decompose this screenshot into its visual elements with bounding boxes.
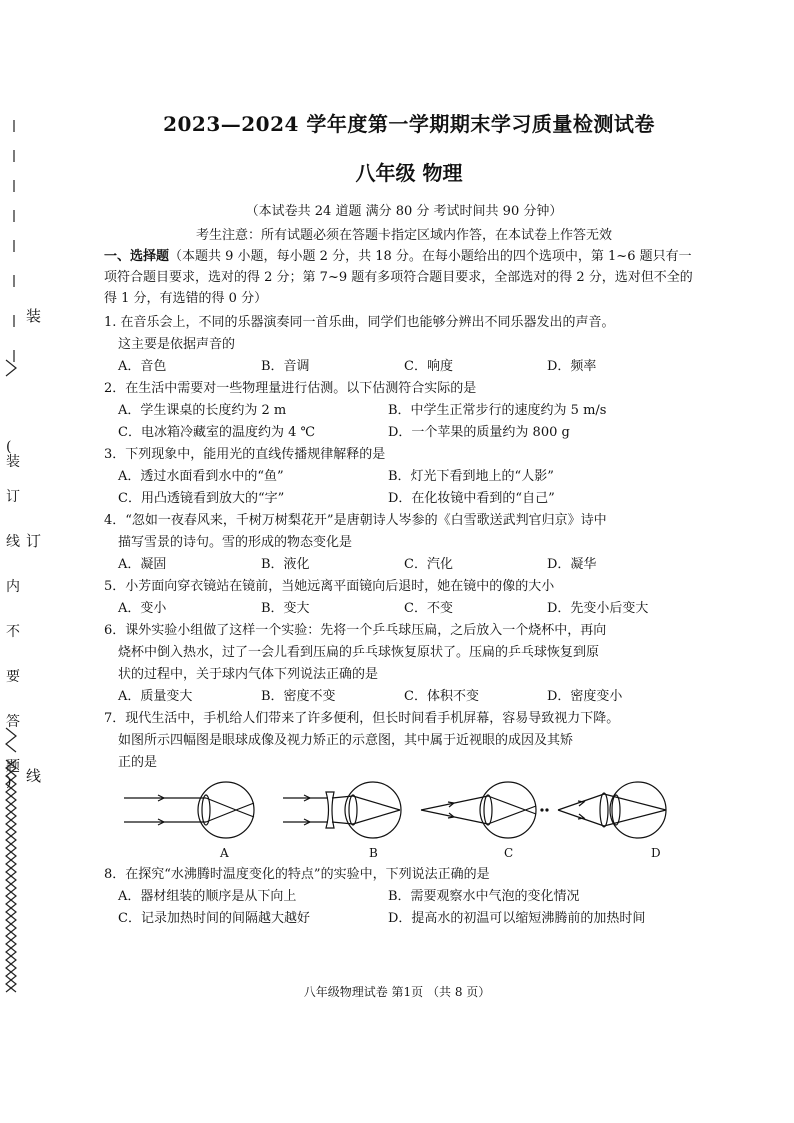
question-stem: 3．下列现象中，能用光的直线传播规律解释的是 — [104, 447, 386, 462]
option-a: A．凝固 — [118, 557, 167, 572]
instruction-char: ) — [6, 774, 12, 790]
option-d: D．频率 — [547, 359, 597, 374]
eye-diagram-a — [124, 782, 254, 838]
option-d: D．在化妆镜中看到的“自己” — [388, 491, 555, 506]
option-d: D．密度变小 — [547, 689, 623, 704]
option-b: B．变大 — [261, 601, 310, 616]
question-7 — [104, 708, 704, 862]
binding-mark-ding: 订 — [26, 532, 42, 550]
option-b: B．液化 — [261, 557, 310, 572]
option-a: A．透过水面看到水中的“鱼” — [118, 469, 284, 484]
question-3 — [104, 444, 704, 510]
option-c: C．响度 — [404, 359, 453, 374]
question-1 — [104, 312, 704, 378]
instruction-char: 题 — [6, 759, 20, 775]
option-a: A．器材组装的顺序是从下向上 — [118, 889, 297, 904]
instruction-char: 答 — [6, 714, 20, 730]
figure-label-c: C — [504, 846, 514, 860]
option-b: B．需要观察水中气泡的变化情况 — [388, 889, 580, 904]
option-b: B．密度不变 — [261, 689, 336, 704]
binding-mark-zhuang: 装 — [26, 307, 42, 325]
exam-title: 2023—2024 学年度第一学期期末学习质量检测试卷 — [163, 112, 655, 136]
question-5 — [104, 576, 704, 620]
instruction-char: 要 — [6, 669, 20, 685]
option-c: C．体积不变 — [404, 689, 479, 704]
instruction-char: 装 — [6, 454, 20, 470]
question-stem: 8．在探究“水沸腾时温度变化的特点”的实验中，下列说法正确的是 — [104, 867, 490, 882]
question-6 — [104, 620, 704, 708]
question-stem: 6．课外实验小组做了这样一个实验：先将一个乒乓球压扁，之后放入一个烧杯中，再向 — [104, 623, 607, 638]
binding-mark-xian: 线 — [26, 767, 42, 785]
option-a: A．变小 — [118, 601, 167, 616]
option-c: C．不变 — [404, 601, 453, 616]
instruction-char: 内 — [6, 579, 20, 595]
question-stem: 5．小芳面向穿衣镜站在镜前，当她远离平面镜向后退时，她在镜中的像的大小 — [104, 579, 555, 594]
option-c: C．电冰箱冷藏室的温度约为 4 ℃ — [118, 425, 316, 440]
question-stem: 1. 在音乐会上，不同的乐器演奏同一首乐曲，同学们也能够分辨出不同乐器发出的声音。 — [104, 315, 615, 330]
page-footer: 八年级物理试卷 第1页 （共 8 页） — [303, 985, 491, 999]
option-c: C．用凸透镜看到放大的“字” — [118, 491, 285, 506]
question-stem-cont: 如图所示四幅图是眼球成像及视力矫正的示意图，其中属于近视眼的成因及其矫 — [118, 733, 574, 748]
option-b: B．中学生正常步行的速度约为 5 m/s — [388, 403, 607, 418]
section-title: 一、选择题 — [104, 249, 170, 264]
option-a: A．学生课桌的长度约为 2 m — [118, 403, 287, 418]
binding-margin — [0, 110, 44, 1010]
question-stem-cont: 状的过程中，关于球内气体下列说法正确的是 — [118, 667, 379, 682]
figure-label-b: B — [369, 846, 378, 860]
question-stem-cont: 描写雪景的诗句。雪的形成的物态变化是 — [118, 535, 353, 550]
option-b: B．灯光下看到地上的“人影” — [388, 469, 554, 484]
option-a: A．质量变大 — [118, 689, 193, 704]
question-8 — [104, 864, 704, 930]
figure-label-d: D — [651, 846, 661, 860]
eye-diagram-figure — [118, 780, 704, 862]
eye-diagram-b — [283, 782, 401, 838]
question-stem: 2．在生活中需要对一些物理量进行估测。以下估测符合实际的是 — [104, 381, 477, 396]
question-2 — [104, 378, 704, 444]
question-stem-cont: 这主要是依据声音的 — [118, 337, 236, 352]
option-d: D．凝华 — [547, 557, 597, 572]
question-stem: 7．现代生活中，手机给人们带来了许多便利，但长时间看手机屏幕，容易导致视力下降。 — [104, 711, 620, 726]
eye-diagram-d — [558, 782, 666, 838]
question-stem-cont: 正的是 — [118, 755, 158, 770]
instruction-char: 不 — [6, 624, 20, 640]
exam-notice: 考生注意：所有试题必须在答题卡指定区域内作答，在本试卷上作答无效 — [195, 228, 612, 243]
cut-line-marks — [0, 110, 44, 1010]
instruction-char: 订 — [6, 489, 20, 505]
question-stem: 4．“忽如一夜春风来，千树万树梨花开”是唐朝诗人岑参的《白雪歌送武判官归京》诗中 — [104, 513, 607, 528]
exam-info: （本试卷共 24 道题 满分 80 分 考试时间共 90 分钟） — [245, 204, 563, 219]
section-intro: （本题共 9 小题，每小题 2 分，共 18 分。在每小题给出的四个选项中，第 1~6 题只有一项符合题目要求，选对的得 2 分；第 7~9 题有多项符合题目要求，全部选对的得 2 分，选对但不全的得 1 分，有选错的得 0 分） — [104, 249, 693, 306]
option-d: D．先变小后变大 — [547, 601, 649, 616]
figure-label-a: A — [220, 846, 229, 860]
eye-diagrams — [118, 780, 708, 842]
exam-page — [104, 108, 704, 930]
question-stem-cont: 烧杯中倒入热水，过了一会儿看到压扁的乒乓球恢复原状了。压扁的乒乓球恢复到原 — [118, 645, 600, 660]
instruction-char: 线 — [6, 534, 20, 550]
section-heading — [104, 246, 704, 309]
option-d: D．提高水的初温可以缩短沸腾前的加热时间 — [388, 911, 646, 926]
option-c: C．汽化 — [404, 557, 453, 572]
option-a: A．音色 — [118, 359, 167, 374]
option-b: B．音调 — [261, 359, 310, 374]
instruction-char: ( — [6, 439, 12, 455]
option-d: D．一个苹果的质量约为 800 g — [388, 425, 570, 440]
eye-diagram-c — [421, 782, 548, 838]
option-c: C．记录加热时间的间隔越大越好 — [118, 911, 310, 926]
question-4 — [104, 510, 704, 576]
exam-subtitle: 八年级 物理 — [355, 161, 463, 185]
